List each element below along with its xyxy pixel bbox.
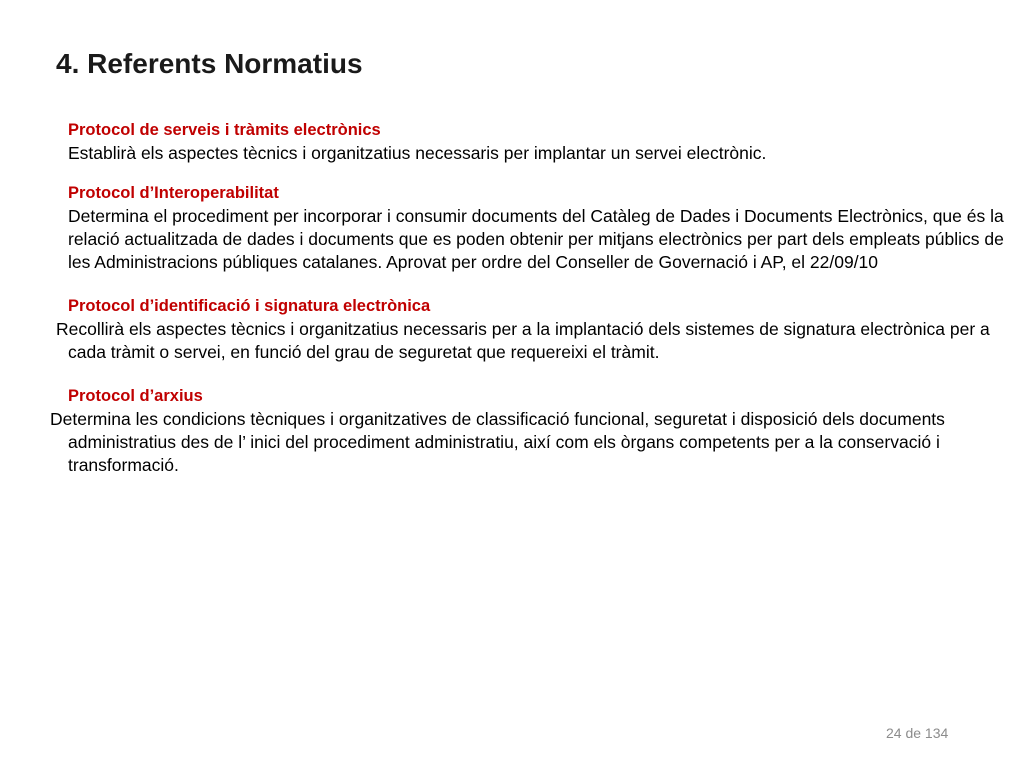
section-identificacio-signatura	[0, 294, 1010, 364]
section-arxius	[0, 384, 1010, 477]
section-text: Establirà els aspectes tècnics i organitzatius necessaris per implantar un servei electrònic.	[68, 143, 767, 163]
spacer	[0, 364, 1010, 384]
section-text: Determina el procediment per incorporar i consumir documents del Catàleg de Dades i Documents Electrònics, que és la relació actualitzada de dades i documents que es poden obtenir per mitjans electrònics per part dels empleats públics de les Administracions públiques catalanes. Aprovat per ordre del Conseller de Governació i AP, el 22/09/10	[68, 206, 1004, 272]
page-number: 24 de 134	[886, 725, 949, 741]
section-heading: Protocol de serveis i tràmits electrònics	[68, 121, 381, 139]
section-interoperabilitat	[0, 181, 1010, 274]
slide-body	[0, 118, 1010, 477]
slide-title: 4. Referents Normatius	[56, 48, 363, 79]
spacer	[0, 165, 1010, 181]
section-text: Determina les condicions tècniques i organitzatives de classificació funcional, seguretat i disposició dels documents administratius des de l’ inici del procediment administratiu, així com els òrgans competents per a la conservació i transformació.	[50, 409, 945, 475]
section-text: Recollirà els aspectes tècnics i organitzatius necessaris per a la implantació dels sistemes de signatura electrònica per a cada tràmit o servei, en funció del grau de seguretat que requereixi el tràmit.	[56, 319, 990, 362]
section-serveis-tramits	[0, 118, 1010, 165]
section-heading: Protocol d’identificació i signatura electrònica	[68, 297, 431, 315]
section-heading: Protocol d’Interoperabilitat	[68, 184, 279, 202]
section-heading: Protocol d’arxius	[68, 387, 203, 405]
spacer	[0, 274, 1010, 294]
